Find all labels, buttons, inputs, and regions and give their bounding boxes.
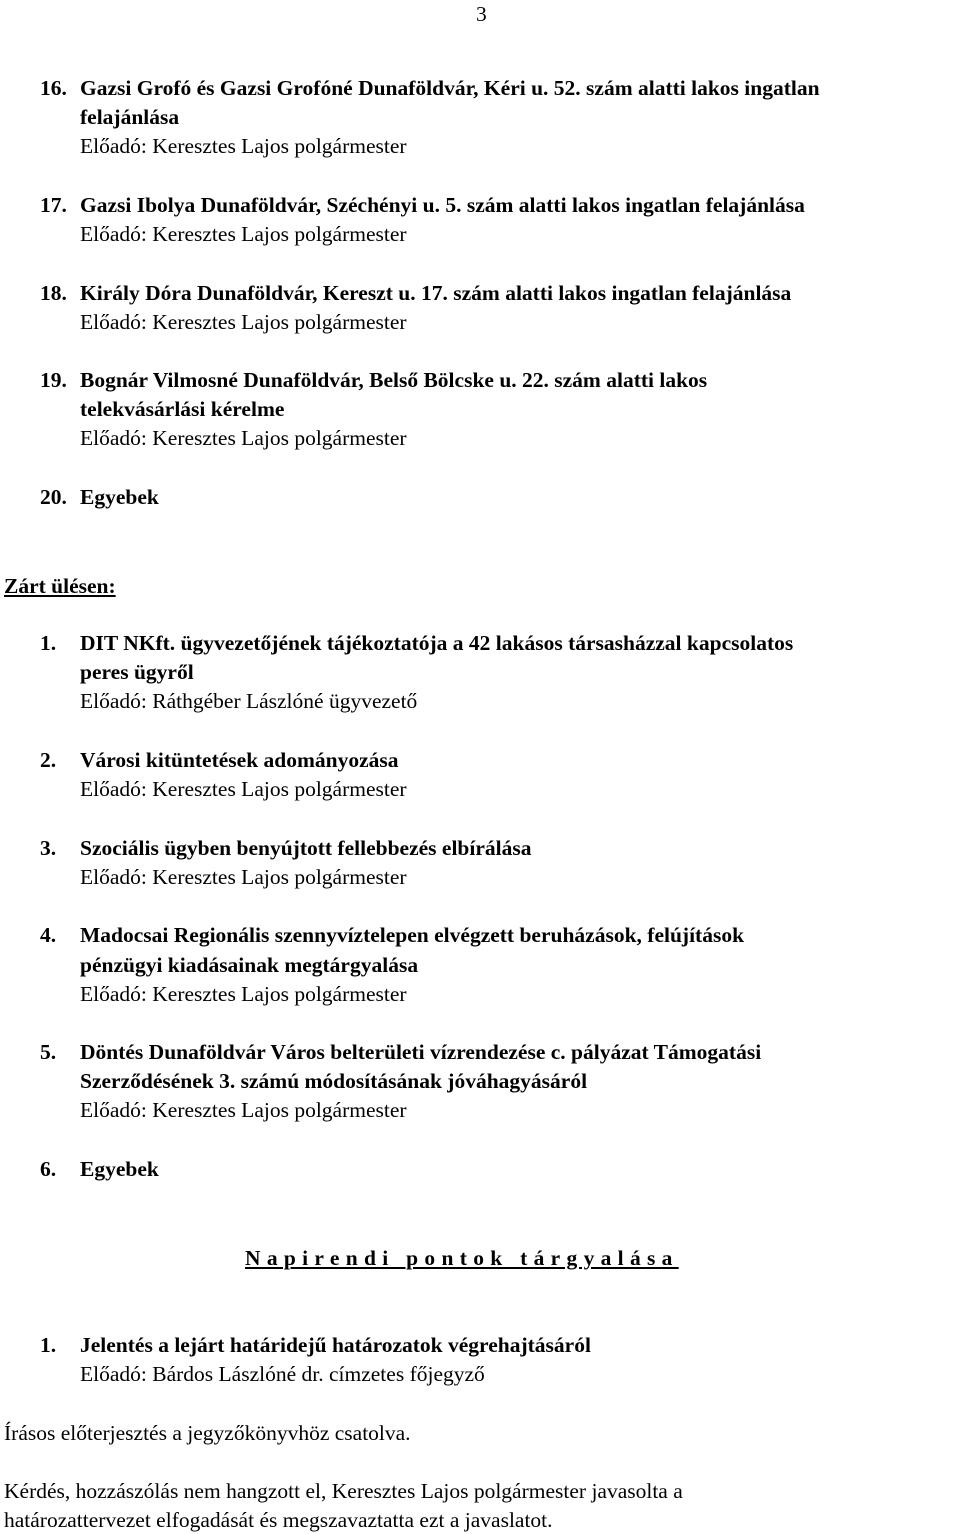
item-title: Király Dóra Dunaföldvár, Kereszt u. 17. szám alatti lakos ingatlan felajánlása	[80, 281, 792, 305]
item-number: 16.	[40, 76, 67, 100]
item-title: Jelentés a lejárt határidejű határozatok végrehajtásáról	[80, 1333, 591, 1357]
item-number: 3.	[40, 836, 57, 860]
item-title: felajánlása	[80, 105, 180, 129]
paragraph-line: Kérdés, hozzászólás nem hangzott el, Keresztes Lajos polgármester javasolta a	[4, 1479, 683, 1503]
closed-session-heading: Zárt ülésen:	[4, 574, 116, 598]
item-title: Egyebek	[80, 485, 159, 509]
item-presenter: Előadó: Keresztes Lajos polgármester	[80, 982, 407, 1006]
item-title: Gazsi Grofó és Gazsi Grofóné Dunaföldvár, Kéri u. 52. szám alatti lakos ingatlan	[80, 76, 820, 100]
item-number: 20.	[40, 485, 67, 509]
item-number: 4.	[40, 923, 57, 947]
item-title: Városi kitüntetések adományozása	[80, 748, 399, 772]
item-number: 17.	[40, 193, 67, 217]
item-title: Döntés Dunaföldvár Város belterületi vízrendezése c. pályázat Támogatási	[80, 1040, 762, 1064]
item-title: Szociális ügyben benyújtott fellebbezés elbírálása	[80, 836, 532, 860]
item-title: peres ügyről	[80, 660, 194, 684]
item-title: Egyebek	[80, 1157, 159, 1181]
item-presenter: Előadó: Keresztes Lajos polgármester	[80, 222, 407, 246]
item-presenter: Előadó: Keresztes Lajos polgármester	[80, 426, 407, 450]
item-title: Bognár Vilmosné Dunaföldvár, Belső Bölcske u. 22. szám alatti lakos	[80, 368, 708, 392]
item-number: 1.	[40, 631, 57, 655]
paragraph-line: határozattervezet elfogadását és megszavaztatta ezt a javaslatot.	[4, 1508, 553, 1532]
item-presenter: Előadó: Bárdos Lászlóné dr. címzetes főjegyző	[80, 1362, 485, 1386]
item-presenter: Előadó: Keresztes Lajos polgármester	[80, 310, 407, 334]
item-title: Madocsai Regionális szennyvíztelepen elvégzett beruházások, felújítások	[80, 923, 745, 947]
item-title: Szerződésének 3. számú módosításának jóváhagyásáról	[80, 1069, 588, 1093]
item-number: 2.	[40, 748, 57, 772]
item-presenter: Előadó: Keresztes Lajos polgármester	[80, 1098, 407, 1122]
item-presenter: Előadó: Ráthgéber Lászlóné ügyvezető	[80, 689, 418, 713]
item-number: 5.	[40, 1040, 57, 1064]
item-title: Gazsi Ibolya Dunaföldvár, Széchényi u. 5. szám alatti lakos ingatlan felajánlása	[80, 193, 805, 217]
item-title: pénzügyi kiadásainak megtárgyalása	[80, 953, 419, 977]
item-title: DIT NKft. ügyvezetőjének tájékoztatója a 42 lakásos társasházzal kapcsolatos	[80, 631, 794, 655]
item-number: 18.	[40, 281, 67, 305]
attachment-note: Írásos előterjesztés a jegyzőkönyvhöz csatolva.	[4, 1421, 411, 1445]
item-title: telekvásárlási kérelme	[80, 397, 285, 421]
item-number: 1.	[40, 1333, 57, 1357]
item-number: 6.	[40, 1157, 57, 1181]
agenda-discussion-heading: Napirendi pontok tárgyalása	[245, 1246, 679, 1270]
page-number: 3	[476, 2, 487, 26]
item-presenter: Előadó: Keresztes Lajos polgármester	[80, 134, 407, 158]
item-presenter: Előadó: Keresztes Lajos polgármester	[80, 777, 407, 801]
item-number: 19.	[40, 368, 67, 392]
item-presenter: Előadó: Keresztes Lajos polgármester	[80, 865, 407, 889]
